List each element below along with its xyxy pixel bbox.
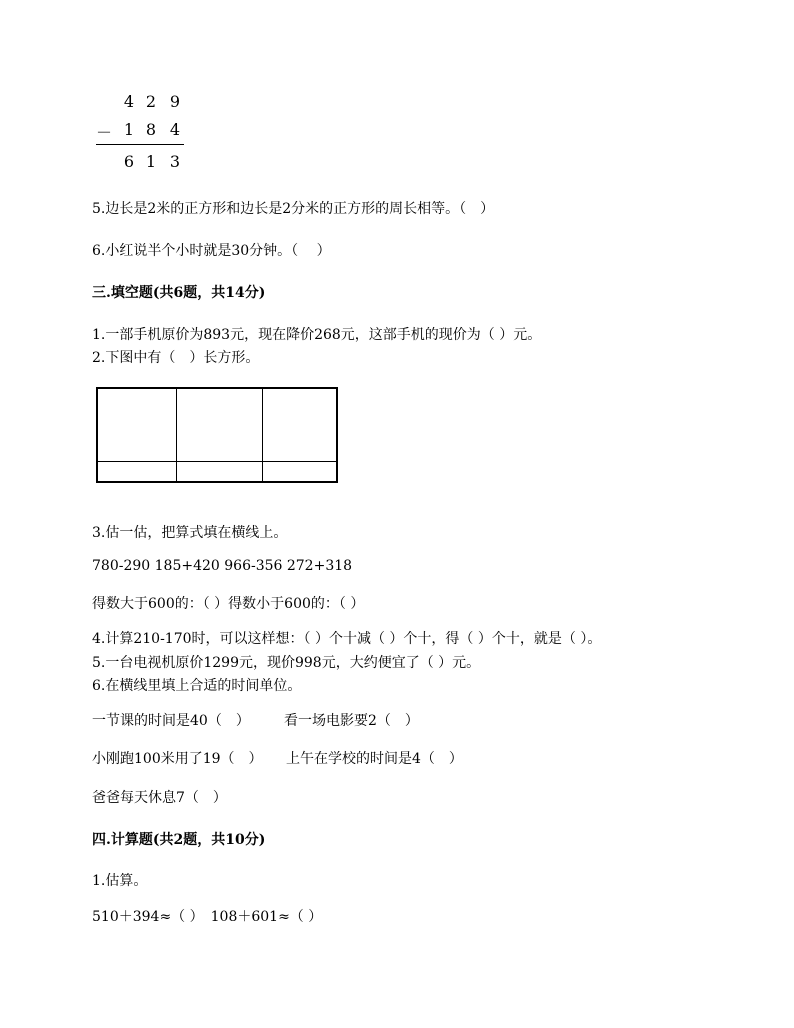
section-4-heading: 四.计算题(共2题，共10分) [92,832,266,848]
time-unit-item: 看一场电影要2（ ） [284,713,419,729]
judge-question-6: 6.小红说半个小时就是30分钟。（ ） [92,243,331,259]
digit: 8 [145,120,157,139]
figure-divider [98,461,336,462]
digit: 1 [123,120,135,139]
subtraction-rule [96,144,184,145]
digit: 6 [123,152,135,171]
figure-divider [176,389,177,481]
fill-question-5: 5.一台电视机原价1299元，现价998元，大约便宜了（ ）元。 [92,655,481,671]
digit: 3 [169,152,181,171]
time-unit-item: 爸爸每天休息7（ ） [92,790,227,806]
digit: 9 [169,92,181,111]
time-unit-item: 上午在学校的时间是4（ ） [286,751,463,767]
digit: 2 [145,92,157,111]
calc-question-1: 1.估算。 [92,873,148,889]
minuend-row [96,92,196,116]
time-unit-item: 一节课的时间是40（ ） [92,713,250,729]
result-row [96,152,196,176]
section-3-heading: 三.填空题(共6题，共14分) [92,285,266,301]
digit: 4 [169,120,181,139]
fill-question-4: 4.计算210-170时，可以这样想：（ ）个十减（ ）个十，得（ ）个十，就是（ ）。 [92,631,602,647]
digit: 4 [123,92,135,111]
fill-question-3-blanks: 得数大于600的：（ ）得数小于600的：（ ） [92,596,365,612]
minus-sign: － [96,123,113,142]
figure-divider [262,389,263,481]
vertical-subtraction [96,92,196,182]
fill-question-2: 2.下图中有（ ）长方形。 [92,350,260,366]
digit: 1 [145,152,157,171]
fill-question-3: 3.估一估，把算式填在横线上。 [92,525,288,541]
fill-question-6: 6.在横线里填上合适的时间单位。 [92,678,302,694]
rectangles-figure [96,387,338,483]
judge-question-5: 5.边长是2米的正方形和边长是2分米的正方形的周长相等。（ ） [92,201,495,217]
time-unit-item: 小刚跑100米用了19（ ） [92,751,263,767]
fill-question-1: 1.一部手机原价为893元，现在降价268元，这部手机的现价为（ ）元。 [92,327,542,343]
calc-question-1-expressions: 510＋394≈（ ） 108＋601≈（ ） [92,909,323,925]
fill-question-3-expressions: 780-290 185+420 966-356 272+318 [92,558,353,574]
subtrahend-row [96,120,196,144]
